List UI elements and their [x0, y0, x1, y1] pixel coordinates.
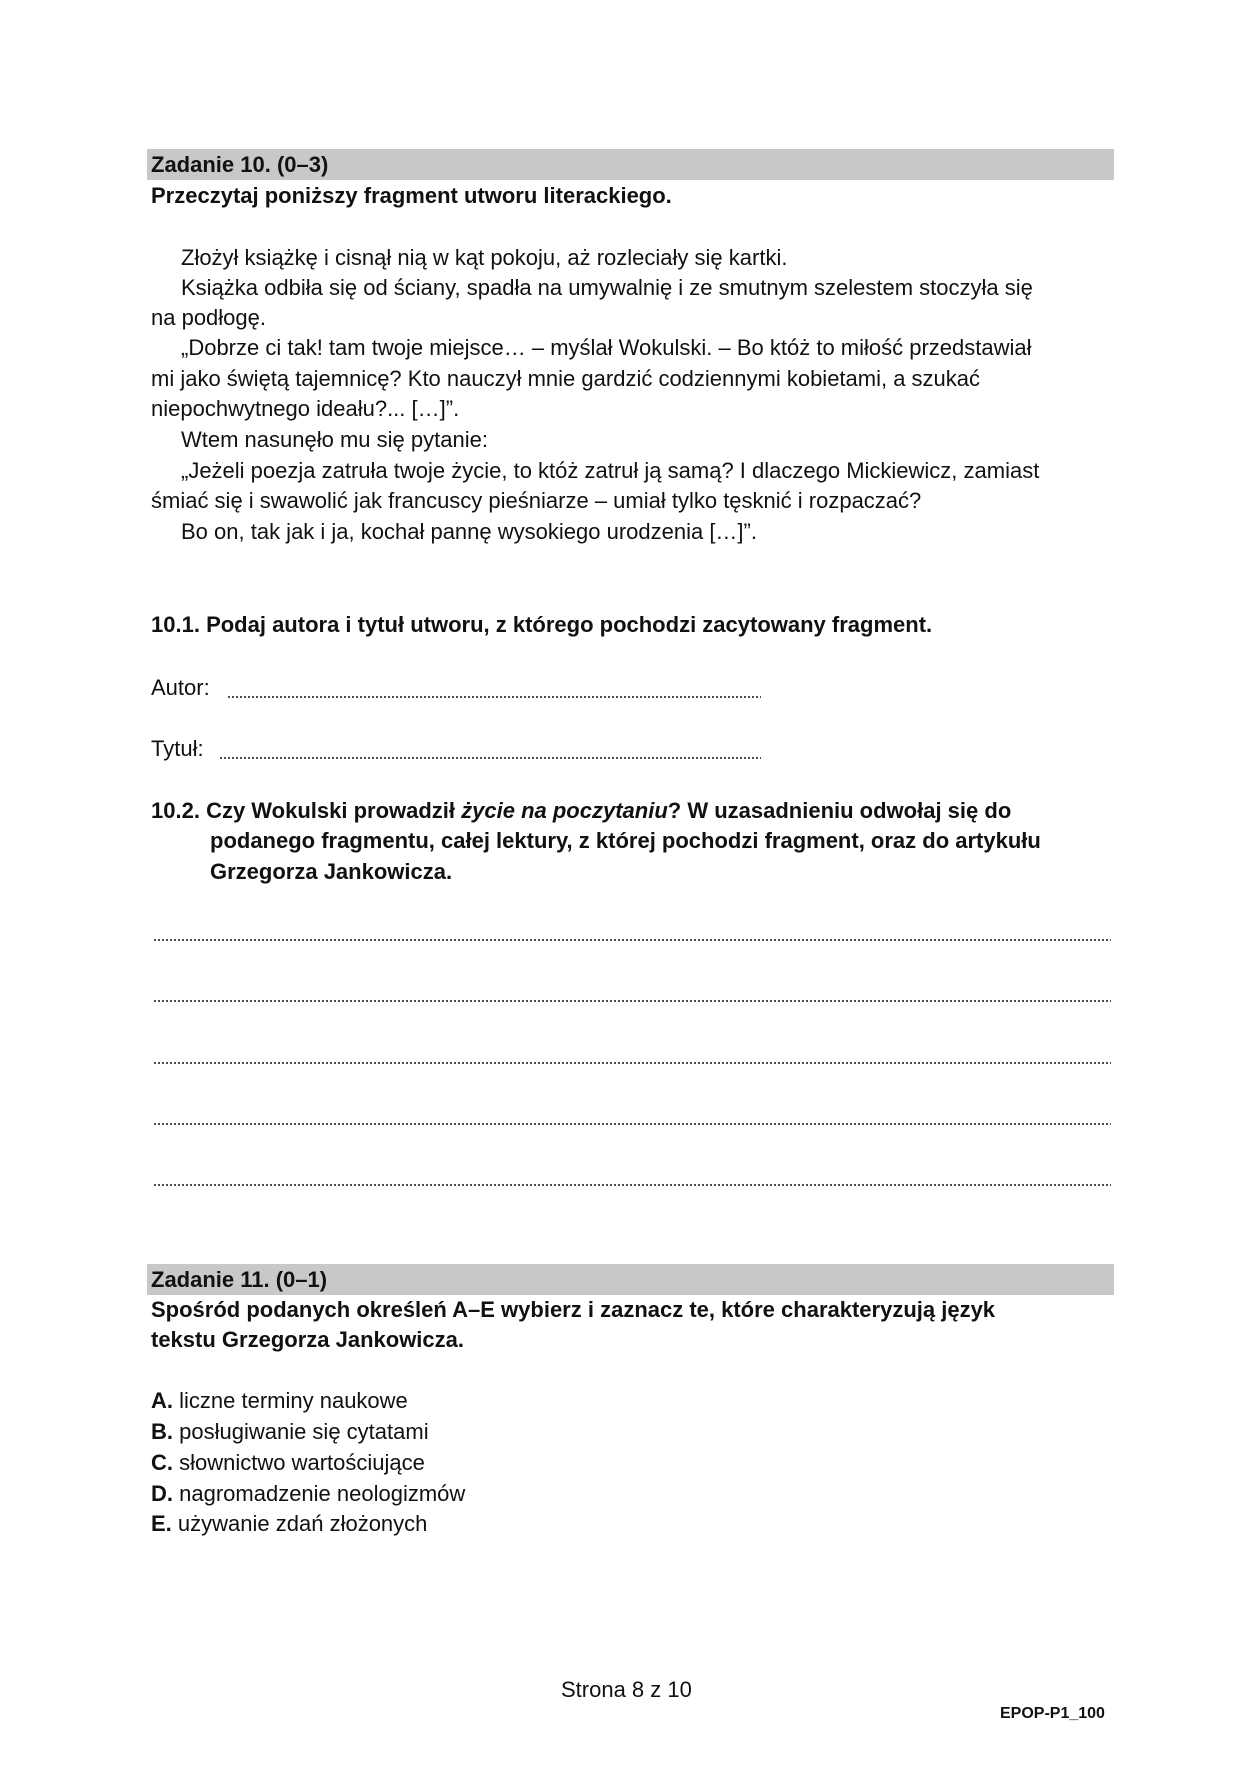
option-text: używanie zdań złożonych	[177, 1511, 428, 1536]
option-b[interactable]	[151, 1419, 429, 1445]
question-text: ? W uzasadnieniu odwołaj się do	[667, 798, 1012, 823]
task11-instruction: Spośród podanych określeń A–E wybierz i zaznacz te, które charakteryzują język	[151, 1297, 996, 1322]
author-label: Autor:	[151, 675, 210, 700]
task10-header: Zadanie 10. (0–3)	[151, 152, 329, 177]
option-text: posługiwanie się cytatami	[179, 1419, 429, 1444]
question-10-2	[151, 798, 1011, 824]
passage-line: „Dobrze ci tak! tam twoje miejsce… – myślał Wokulski. – Bo któż to miłość przedstawiał	[181, 335, 1032, 360]
option-letter: D.	[151, 1481, 173, 1506]
option-d[interactable]	[151, 1481, 465, 1507]
option-text: nagromadzenie neologizmów	[179, 1481, 466, 1506]
passage-line: Złożył książkę i cisnął nią w kąt pokoju, aż rozleciały się kartki.	[181, 245, 788, 270]
passage-line: śmiać się i swawolić jak francuscy pieśniarze – umiał tylko tęsknić i rozpaczać?	[151, 488, 922, 513]
passage-line: Wtem nasunęło mu się pytanie:	[181, 427, 488, 452]
option-text: słownictwo wartościujące	[179, 1450, 425, 1475]
passage-line: na podłogę.	[151, 305, 266, 330]
passage-line: Książka odbiła się od ściany, spadła na umywalnię i ze smutnym szelestem stoczyła się	[181, 275, 1033, 300]
task11-header-bar	[147, 1264, 1114, 1295]
question-text-line: Grzegorza Jankowicza.	[210, 859, 453, 884]
passage-line: mi jako świętą tajemnicę? Kto nauczył mnie gardzić codziennymi kobietami, a szukać	[151, 366, 981, 391]
answer-line[interactable]	[153, 1000, 1111, 1002]
answer-line[interactable]	[153, 1062, 1111, 1064]
option-letter: A.	[151, 1388, 173, 1413]
exam-code: EPOP-P1_100	[1000, 1705, 1105, 1722]
option-c[interactable]	[151, 1450, 425, 1476]
passage-line: niepochwytnego ideału?... […]”.	[151, 396, 460, 421]
option-letter: C.	[151, 1450, 173, 1475]
answer-line[interactable]	[153, 1184, 1111, 1186]
question-number: 10.1.	[151, 612, 200, 637]
task11-instruction: tekstu Grzegorza Jankowicza.	[151, 1327, 464, 1352]
passage-line: Bo on, tak jak i ja, kochał pannę wysokiego urodzenia […]”.	[181, 519, 757, 544]
question-text-line: podanego fragmentu, całej lektury, z której pochodzi fragment, oraz do artykułu	[210, 828, 1041, 853]
option-letter: B.	[151, 1419, 173, 1444]
question-text-italic: życie na poczytaniu	[461, 798, 668, 823]
option-a[interactable]	[151, 1388, 408, 1414]
option-letter: E.	[151, 1511, 172, 1536]
answer-line[interactable]	[153, 1123, 1111, 1125]
answer-line[interactable]	[153, 939, 1111, 941]
author-answer-line[interactable]	[227, 696, 761, 698]
page-number: Strona 8 z 10	[561, 1677, 692, 1702]
option-text: liczne terminy naukowe	[179, 1388, 408, 1413]
passage-line: „Jeżeli poezja zatruła twoje życie, to któż zatruł ją samą? I dlaczego Mickiewicz, zamiast	[181, 458, 1040, 483]
task10-header-bar	[147, 149, 1114, 180]
question-text: Czy Wokulski prowadził	[206, 798, 462, 823]
task11-header: Zadanie 11. (0–1)	[151, 1267, 328, 1292]
option-e[interactable]	[151, 1511, 427, 1537]
title-answer-line[interactable]	[219, 757, 761, 759]
task10-instruction: Przeczytaj poniższy fragment utworu literackiego.	[151, 183, 672, 208]
question-text: Podaj autora i tytuł utworu, z którego pochodzi zacytowany fragment.	[206, 612, 933, 637]
question-10-1	[151, 612, 932, 638]
title-label: Tytuł:	[151, 736, 204, 761]
question-number: 10.2.	[151, 798, 200, 823]
